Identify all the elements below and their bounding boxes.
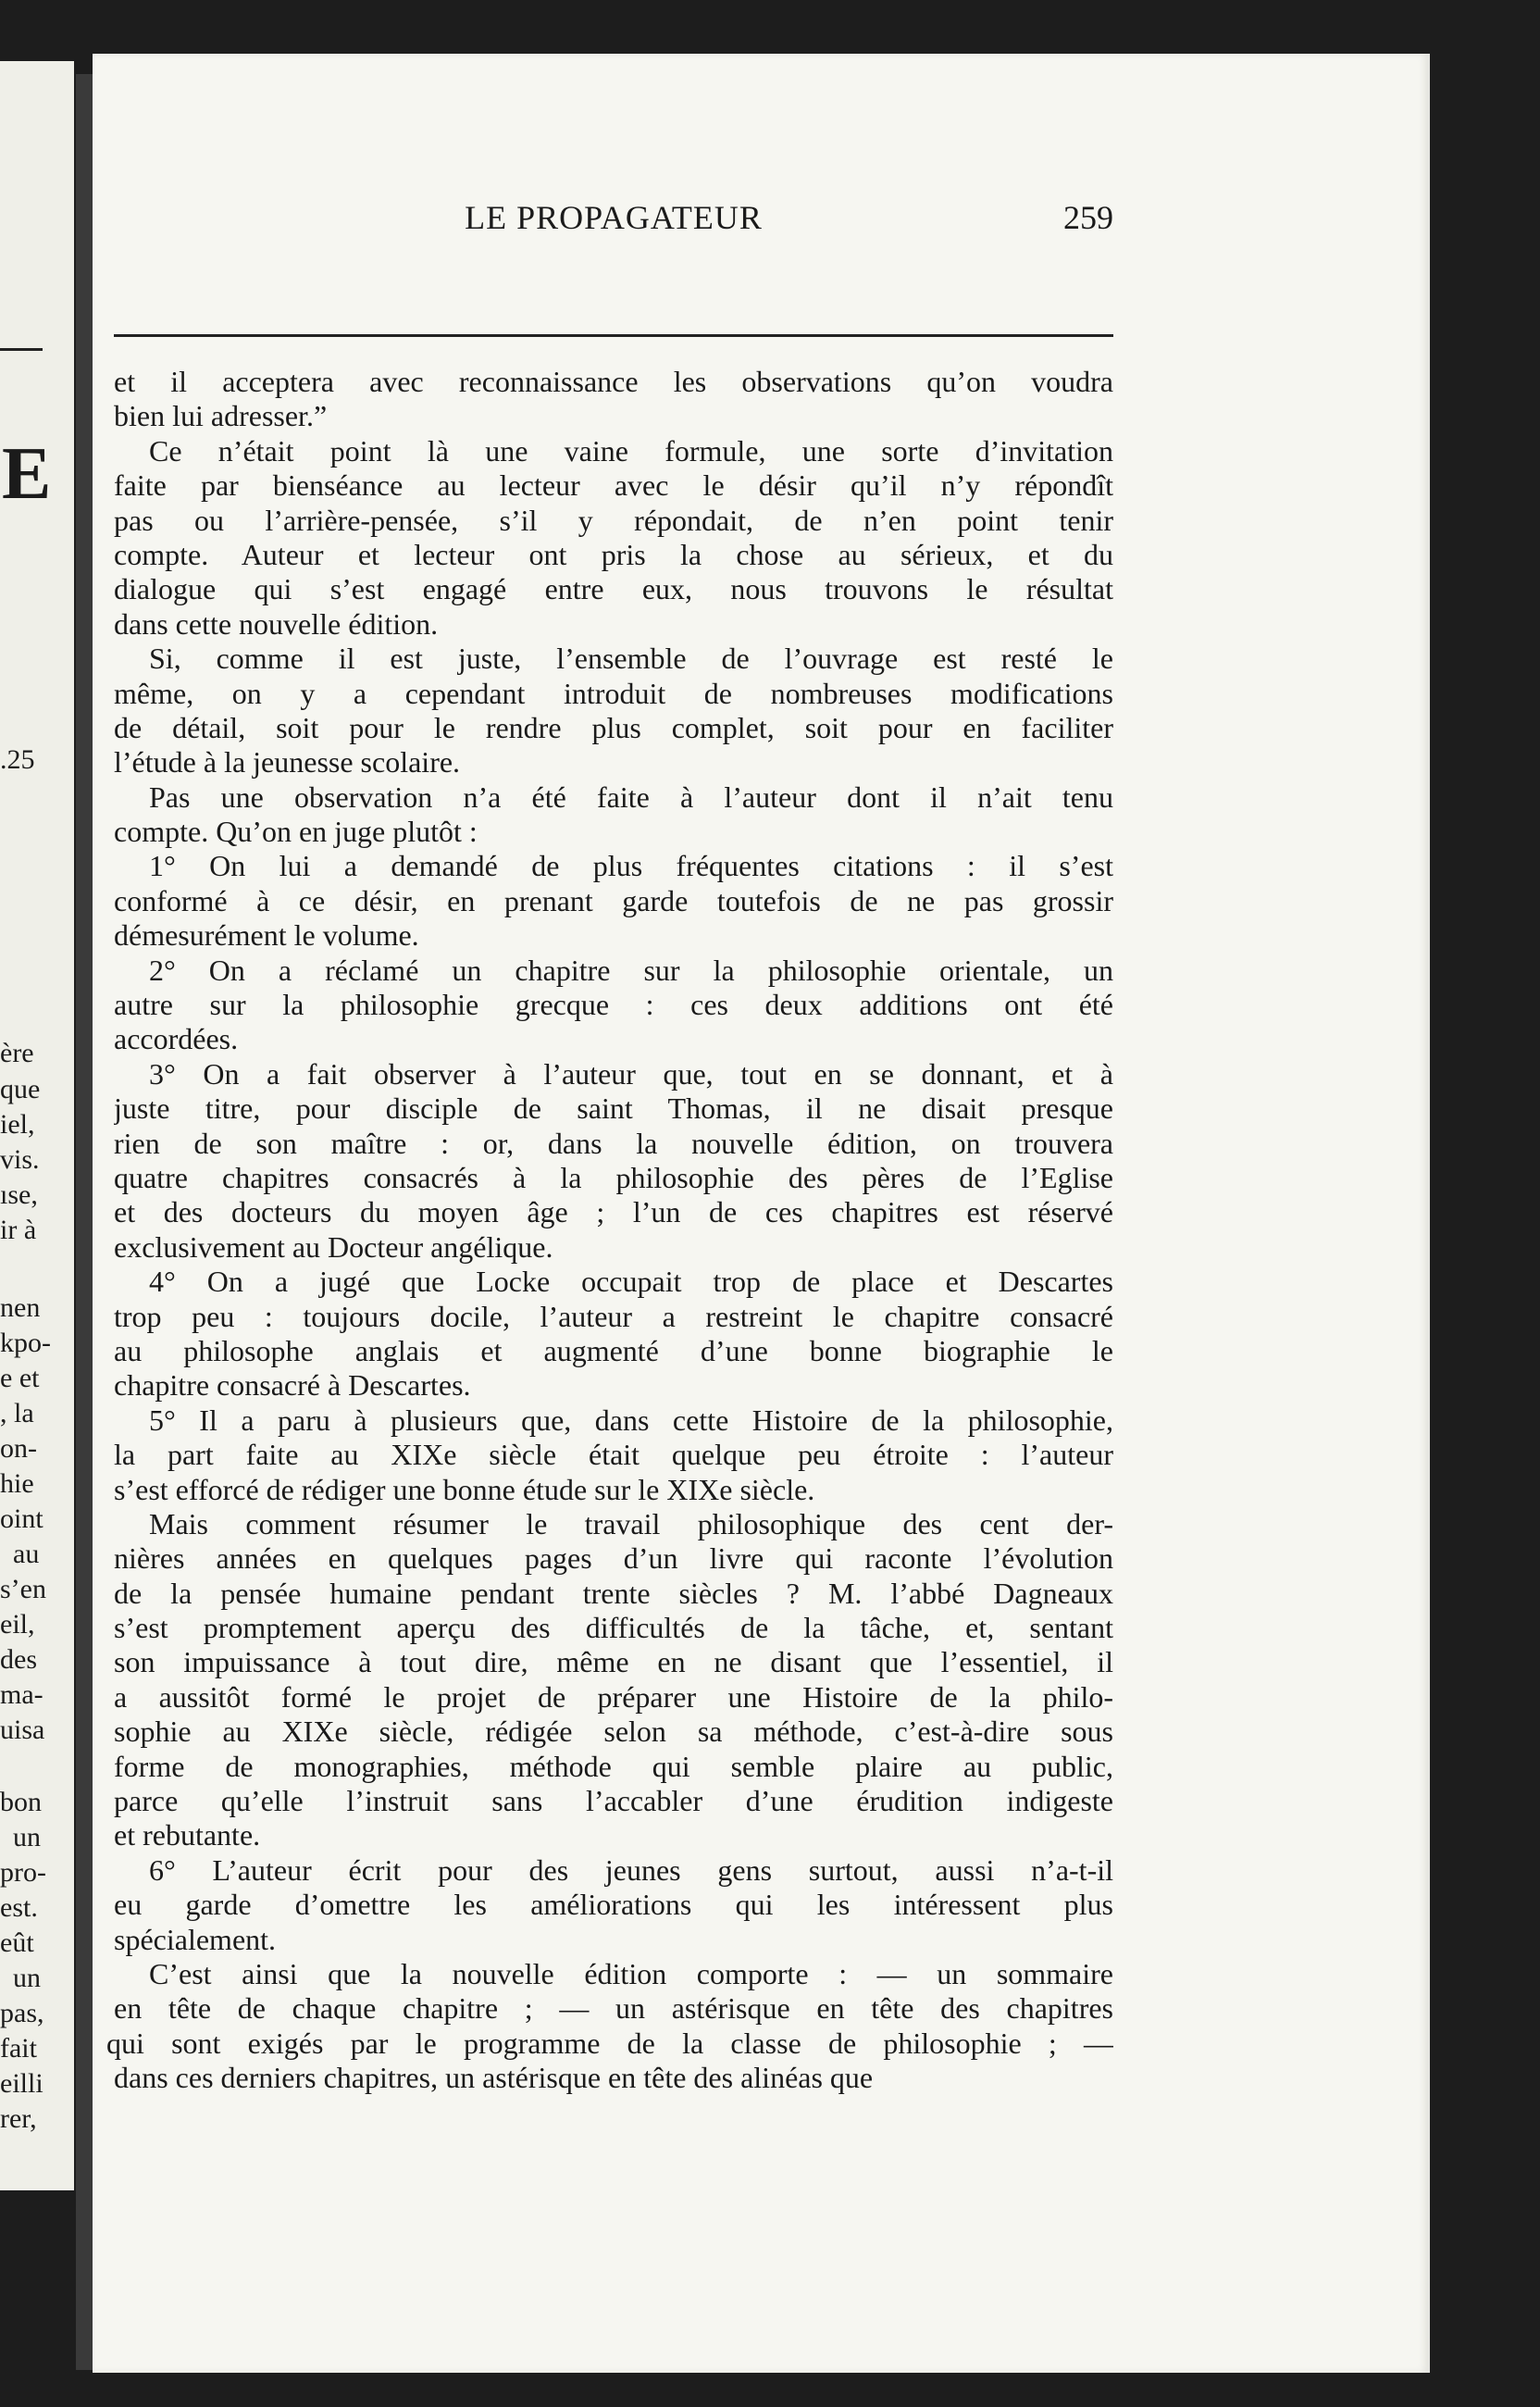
adjacent-page-rule [0, 348, 43, 351]
text-line: eu garde d’omettre les améliorations qui les intéressent plus [114, 1888, 1113, 1922]
text-line: bien lui adresser.” [114, 399, 328, 433]
book-gutter [76, 74, 93, 2370]
adjacent-page-big-letter: E [2, 433, 52, 515]
text-line: spécialement. [114, 1922, 277, 1956]
text-line: qui sont exigés par le programme de la classe de philosophie ; — [106, 2026, 1113, 2060]
adjacent-page-fragment: oint [0, 1503, 43, 1534]
adjacent-page-fragment: e et [0, 1363, 40, 1393]
adjacent-page-fragment: ıse, [0, 1179, 38, 1210]
adjacent-page-fragment: un [13, 1822, 41, 1852]
text-line: la part faite au XIXe siècle était quelque peu étroite : l’auteur [114, 1438, 1113, 1472]
adjacent-page-fragment: fait [0, 2033, 37, 2064]
adjacent-page-fragment: pro- [0, 1857, 46, 1888]
text-line: compte. Qu’on en juge plutôt : [114, 815, 478, 849]
text-line: dans ces derniers chapitres, un astérisque en tête des alinéas que [114, 2061, 874, 2095]
text-line: compte. Auteur et lecteur ont pris la chose au sérieux, et du [114, 537, 1113, 571]
text-line: accordées. [114, 1022, 239, 1056]
adjacent-page-fragment: , la [0, 1398, 34, 1428]
adjacent-page-fragment: eilli [0, 2068, 43, 2099]
text-line: parce qu’elle l’instruit sans l’accabler d’une érudition indigeste [114, 1784, 1113, 1818]
text-line: de la pensée humaine pendant trente siècles ? M. l’abbé Dagneaux [114, 1576, 1113, 1610]
text-line: de détail, soit pour le rendre plus complet, soit pour en faciliter [114, 710, 1113, 744]
text-line: son impuissance à tout dire, même en ne disant que l’essentiel, il [114, 1645, 1113, 1679]
text-line: et rebutante. [114, 1818, 261, 1852]
text-line: 6° L’auteur écrit pour des jeunes gens surtout, aussi n’a-t-il [149, 1852, 1113, 1887]
adjacent-page-fragment: pas, [0, 1998, 44, 2028]
text-line: et des docteurs du moyen âge ; l’un de ces chapitres est réservé [114, 1195, 1113, 1229]
adjacent-page-fragment: hie [0, 1468, 34, 1499]
text-line: dialogue qui s’est engagé entre eux, nous trouvons le résultat [114, 572, 1113, 606]
adjacent-page-fragment: ma- [0, 1679, 43, 1710]
text-line: même, on y a cependant introduit de nombreuses modifications [114, 676, 1113, 710]
adjacent-page-fragment: vis. [0, 1144, 40, 1175]
text-line: quatre chapitres consacrés à la philosophie des pères de l’Eglise [114, 1160, 1113, 1194]
text-line: 2° On a réclamé un chapitre sur la philosophie orientale, un [149, 953, 1113, 987]
text-line: dans cette nouvelle édition. [114, 606, 439, 641]
adjacent-page-fragment: au [13, 1539, 40, 1569]
adjacent-page-fragment: iel, [0, 1109, 35, 1140]
adjacent-page-fragment: uisa [0, 1715, 45, 1745]
page-number: 259 [1063, 199, 1113, 236]
text-line: et il acceptera avec reconnaissance les observations qu’on voudra [114, 365, 1113, 398]
text-line: Si, comme il est juste, l’ensemble de l’ouvrage est resté le [149, 642, 1113, 676]
text-line: Pas une observation n’a été faite à l’auteur dont il n’ait tenu [149, 779, 1113, 814]
adjacent-page-fragment: nen [0, 1292, 41, 1323]
text-line: rien de son maître : or, dans la nouvelle édition, on trouvera [114, 1126, 1113, 1160]
running-head-title: LE PROPAGATEUR [465, 199, 763, 236]
body-text [106, 365, 1113, 2096]
text-line: nières années en quelques pages d’un livre qui raconte l’évolution [114, 1541, 1113, 1576]
text-line: faite par bienséance au lecteur avec le désir qu’il n’y répondît [114, 468, 1113, 503]
running-head [114, 198, 1113, 235]
text-line: en tête de chaque chapitre ; — un astérisque en tête des chapitres [114, 1991, 1113, 2026]
text-line: forme de monographies, méthode qui semble plaire au public, [114, 1749, 1113, 1783]
text-line: 5° Il a paru à plusieurs que, dans cette Histoire de la philosophie, [149, 1403, 1113, 1437]
adjacent-page-edge [0, 61, 74, 2190]
adjacent-page-fragment: un [13, 1963, 41, 1993]
header-rule [114, 334, 1113, 337]
adjacent-page-fragment: est. [0, 1892, 38, 1923]
text-line: s’est efforcé de rédiger une bonne étude sur le XIXe siècle. [114, 1472, 815, 1506]
text-line: sophie au XIXe siècle, rédigée selon sa méthode, c’est-à-dire sous [114, 1715, 1113, 1749]
adjacent-page-fragment: que [0, 1074, 41, 1104]
text-line: trop peu : toujours docile, l’auteur a restreint le chapitre consacré [114, 1299, 1113, 1333]
text-line: 4° On a jugé que Locke occupait trop de place et Descartes [149, 1265, 1113, 1299]
text-line: conformé à ce désir, en prenant garde toutefois de ne pas grossir [114, 883, 1113, 917]
adjacent-page-fragment: rer, [0, 2103, 37, 2134]
text-line: Mais comment résumer le travail philosophique des cent der- [149, 1506, 1113, 1540]
text-line: exclusivement au Docteur angélique. [114, 1229, 553, 1264]
adjacent-page-fragment: s’en [0, 1574, 46, 1604]
text-line: a aussitôt formé le projet de préparer une Histoire de la philo- [114, 1679, 1113, 1714]
text-line: démesurément le volume. [114, 918, 419, 953]
text-line: autre sur la philosophie grecque : ces deux additions ont été [114, 988, 1113, 1022]
adjacent-page-fragment: on- [0, 1433, 37, 1464]
text-line: juste titre, pour disciple de saint Thomas, il ne disait presque [114, 1091, 1113, 1126]
adjacent-page-fragment: des [0, 1644, 37, 1675]
text-line: 3° On a fait observer à l’auteur que, tout en se donnant, et à [149, 1056, 1113, 1091]
text-line: 1° On lui a demandé de plus fréquentes citations : il s’est [149, 849, 1113, 883]
text-line: chapitre consacré à Descartes. [114, 1368, 471, 1403]
text-line: pas ou l’arrière-pensée, s’il y répondait, de n’en point tenir [114, 503, 1113, 537]
adjacent-page-fragment: ir à [0, 1215, 37, 1245]
adjacent-page-fragment: bon [0, 1787, 42, 1817]
text-line: C’est ainsi que la nouvelle édition comporte : — un sommaire [149, 1956, 1113, 1990]
adjacent-page-fragment: ère [0, 1038, 34, 1068]
text-line: Ce n’était point là une vaine formule, une sorte d’invitation [149, 433, 1113, 468]
adjacent-page-fragment: .25 [0, 744, 35, 775]
text-line: au philosophe anglais et augmenté d’une bonne biographie le [114, 1333, 1113, 1367]
adjacent-page-fragment: eût [0, 1927, 34, 1958]
adjacent-page-fragment: kpo- [0, 1328, 51, 1358]
text-line: s’est promptement aperçu des difficultés de la tâche, et, sentant [114, 1611, 1113, 1645]
adjacent-page-fragment: eil, [0, 1609, 35, 1640]
text-line: l’étude à la jeunesse scolaire. [114, 745, 461, 779]
